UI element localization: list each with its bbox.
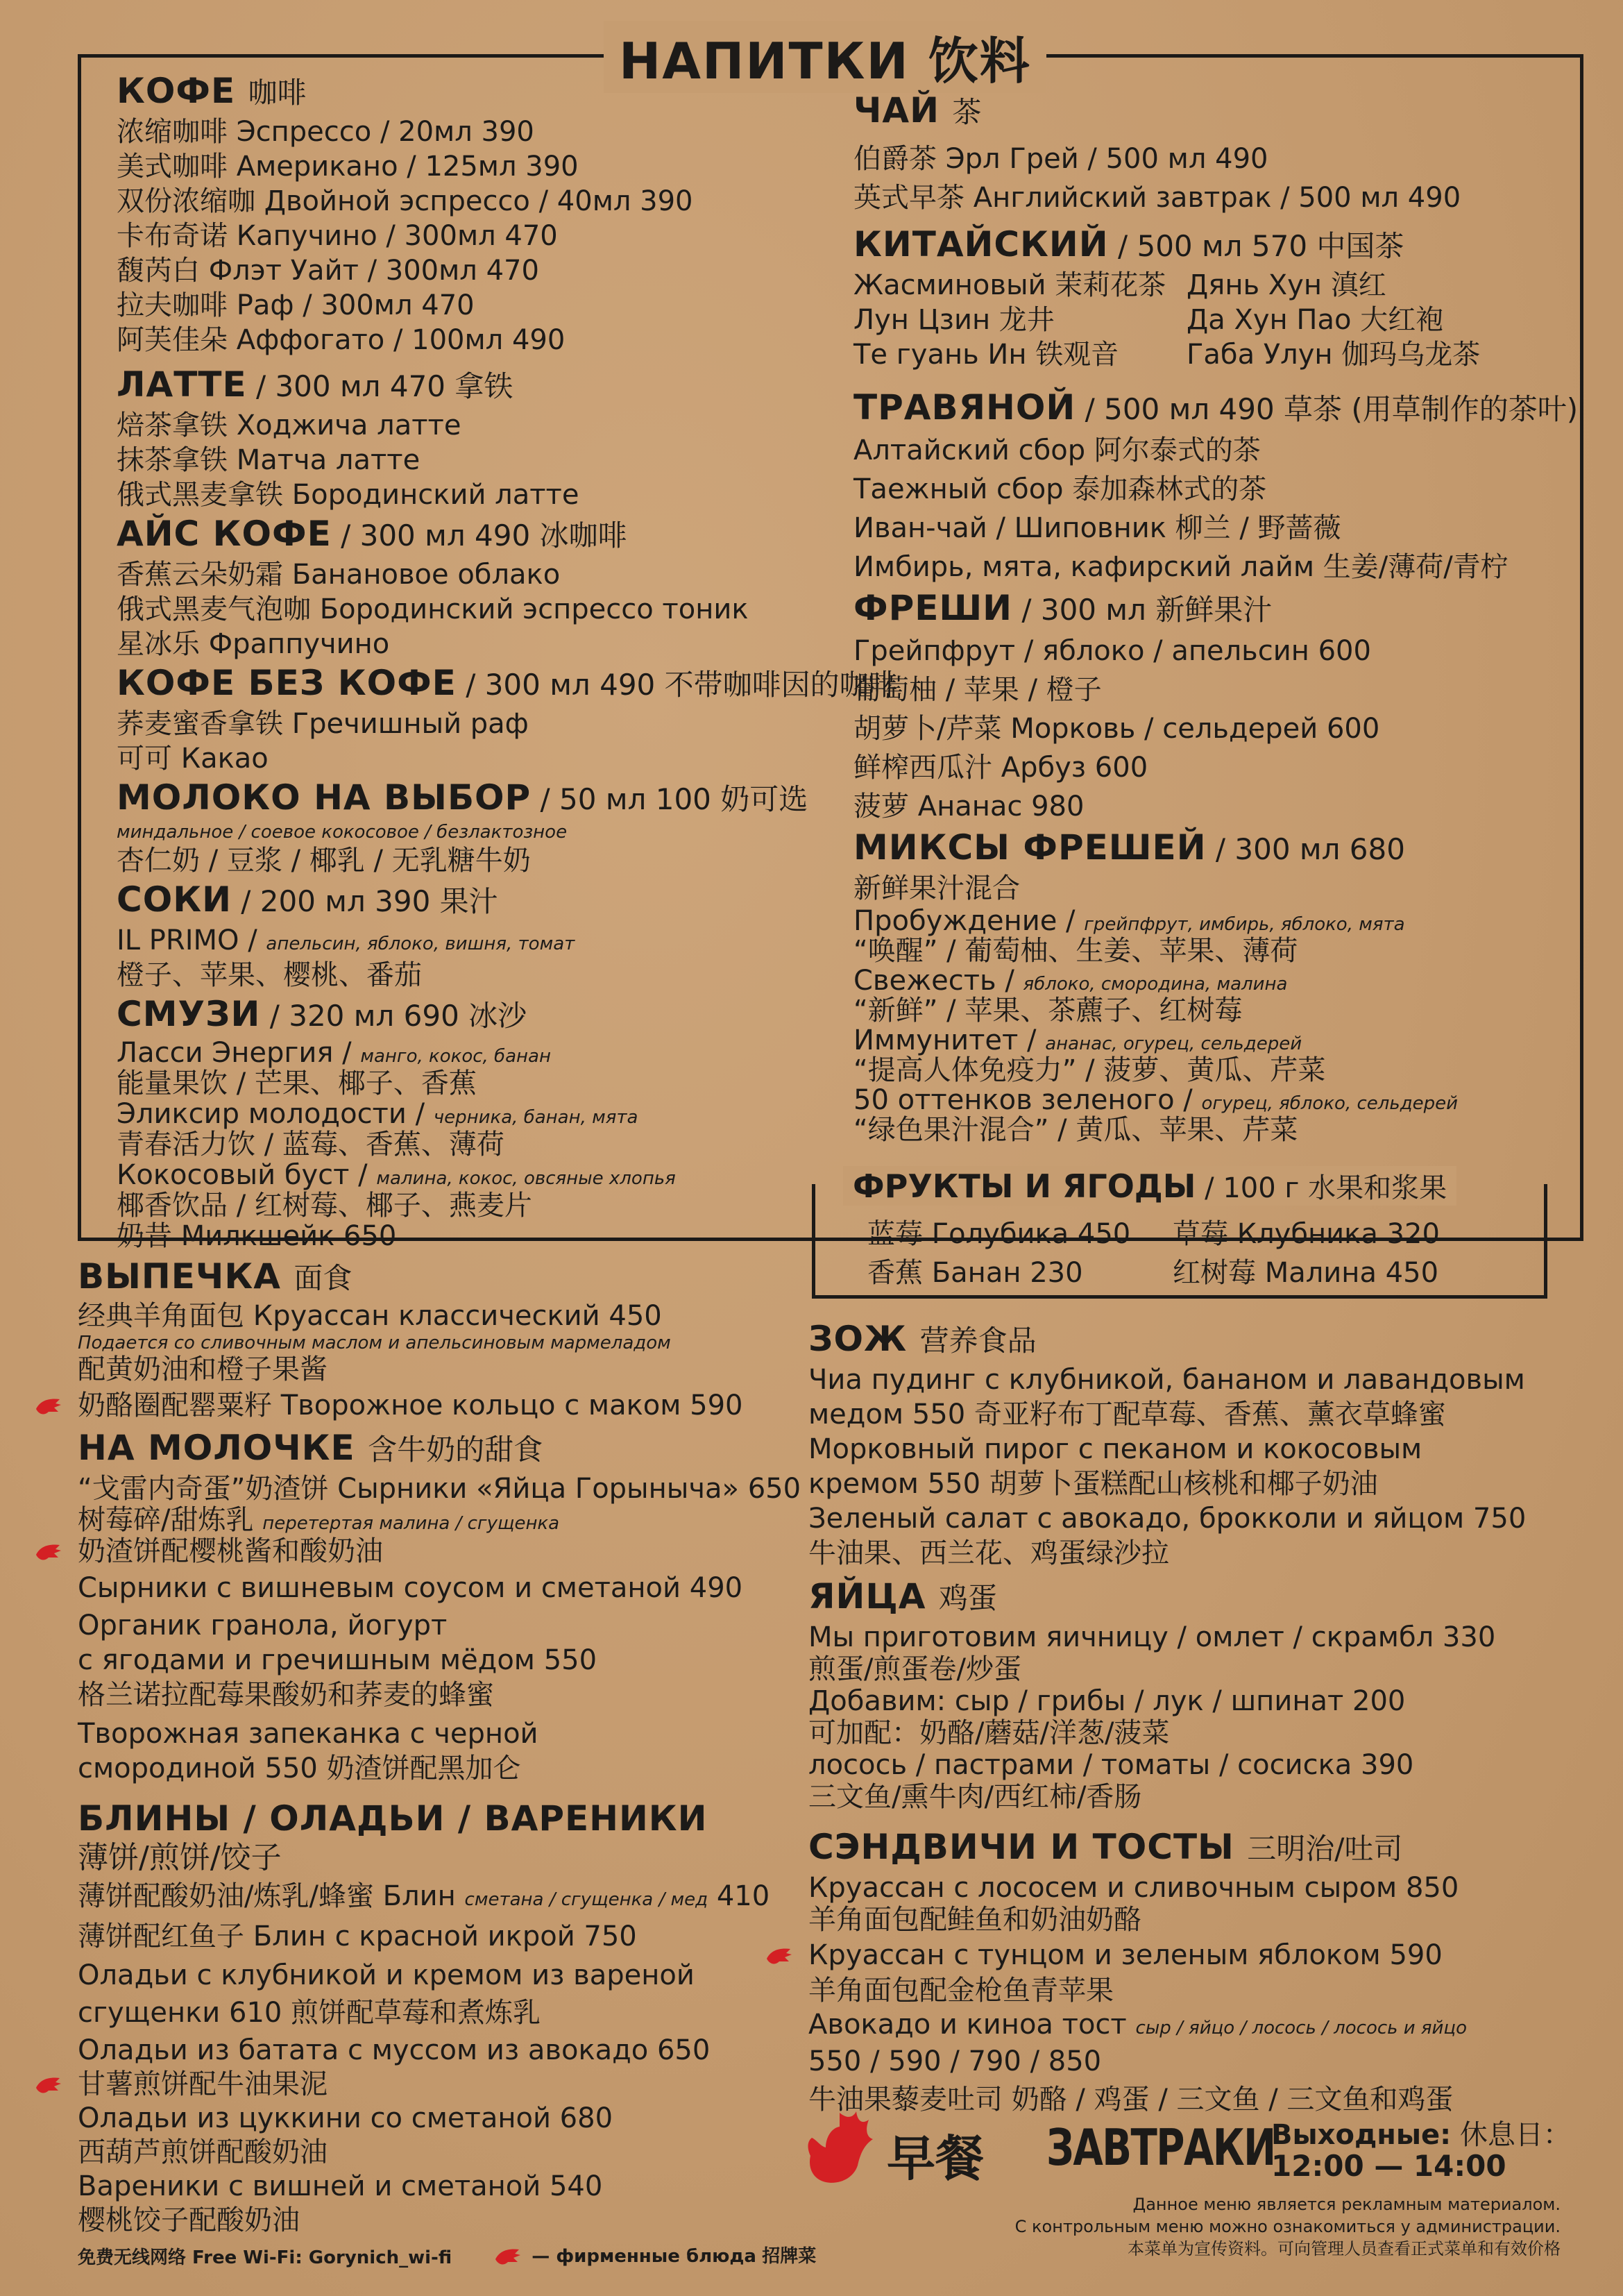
disclaimer-line: 本菜单为宣传资料。可向管理人员查看正式菜单和有效价格	[1128, 2239, 1561, 2259]
menu-item: 卡布奇诺 Капучино / 300мл 470	[117, 220, 558, 252]
menu-item: 美式咖啡 Американо / 125мл 390	[117, 151, 579, 183]
menu-item: 可加配：奶酪/蘑菇/洋葱/菠菜	[808, 1717, 1170, 1749]
blini-heading: БЛИНЫ / ОЛАДЬИ / ВАРЕНИКИ	[78, 1798, 708, 1839]
menu-item: 奶酪圈配罂粟籽 Творожное кольцо с маком 590	[78, 1385, 813, 1426]
menu-item: Сырники с вишневым соусом и сметаной 490	[78, 1572, 743, 1604]
menu-item: 牛油果藜麦吐司 奶酪 / 鸡蛋 / 三文鱼 / 三文鱼和鸡蛋	[808, 2084, 1454, 2116]
menu-item: 阿芙佳朵 Аффогато / 100мл 490	[117, 324, 566, 356]
fruits-list	[867, 1215, 1492, 1292]
fresh-heading: ФРЕШИ / 300 мл 新鲜果汁	[853, 588, 1273, 628]
page-title: НАПИТКИ 饮料	[604, 21, 1046, 93]
dairy-heading: НА МОЛОЧКЕ 含牛奶的甜食	[78, 1428, 543, 1468]
wifi-info: 免费无线网络 Free Wi-Fi: Gorynich_wi-fi	[78, 2247, 452, 2268]
smoothie-heading: СМУЗИ / 320 мл 690 冰沙	[117, 994, 527, 1034]
rooster-icon	[805, 2110, 874, 2186]
menu-item: 薄饼配酸奶油/炼乳/蜂蜜 Блин сметана / сгущенка / мед 410	[78, 1880, 770, 1912]
pastry-heading: ВЫПЕЧКА 面食	[78, 1256, 352, 1297]
signature-dish-marker	[35, 1535, 67, 1568]
menu-item: Добавим: сыр / грибы / лук / шпинат 200	[808, 1685, 1406, 1717]
healthy-heading: ЗОЖ 营养食品	[808, 1319, 1037, 1359]
menu-item: Те гуань Ин 铁观音	[853, 339, 1119, 371]
menu-item: Имбирь, мята, кафирский лайм 生姜/薄荷/青柠	[853, 551, 1509, 583]
menu-item: 馥芮白 Флэт Уайт / 300мл 470	[117, 255, 539, 287]
menu-item: 香蕉 Банан 230	[867, 1257, 1083, 1289]
menu-item: 青春活力饮 / 蓝莓、香蕉、薄荷	[117, 1129, 504, 1160]
menu-item: 草莓 Клубника 320	[1173, 1218, 1440, 1250]
menu-item: 红树莓 Малина 450	[1173, 1257, 1439, 1289]
menu-item: 浓缩咖啡 Эспрессо / 20мл 390	[117, 116, 534, 148]
menu-item: смородиной 550 奶渣饼配黑加仑	[78, 1753, 521, 1784]
menu-item: 西葫芦煎饼配酸奶油	[78, 2136, 328, 2168]
menu-item: 新鲜果汁混合	[853, 872, 1020, 904]
food-left-column	[78, 1255, 813, 2236]
breakfast-hours: 12:00 — 14:00	[1271, 2149, 1506, 2183]
menu-item: 格兰诺拉配莓果酸奶和荞麦的蜂蜜	[78, 1679, 494, 1711]
menu-item: Оладьи из цуккини со сметаной 680	[78, 2102, 613, 2134]
menu-item: Круассан с тунцом и зеленым яблоком 590	[808, 1934, 1579, 1976]
menu-item: “绿色果汁混合” / 黄瓜、苹果、芹菜	[853, 1114, 1298, 1146]
eggs-heading: ЯЙЦА 鸡蛋	[808, 1576, 997, 1617]
fruits-row	[867, 1253, 1492, 1292]
menu-item: Ласси Энергия / манго, кокос, банан	[117, 1037, 551, 1069]
blini-heading-cn: 薄饼/煎饼/饺子	[78, 1840, 282, 1875]
menu-item: 英式早茶 Английский завтрак / 500 мл 490	[853, 182, 1461, 214]
menu-item: 葡萄柚 / 苹果 / 橙子	[853, 674, 1102, 706]
menu-item: 鲜榨西瓜汁 Арбуз 600	[853, 752, 1148, 784]
rooster-icon	[35, 1396, 62, 1417]
menu-item: Оладьи с клубникой и кремом из вареной	[78, 1959, 695, 1991]
tea-heading: ЧАЙ 茶	[853, 90, 982, 130]
menu-item: с ягодами и гречишным мёдом 550	[78, 1644, 597, 1676]
menu-item: 俄式黑麦气泡咖 Бородинский эспрессо тоник	[117, 593, 749, 625]
item-note: миндальное / соевое кокосовое / безлактозное	[117, 822, 568, 843]
latte-heading: ЛАТТЕ / 300 мл 470 拿铁	[117, 364, 513, 405]
menu-item: 薄饼配红鱼子 Блин с красной икрой 750	[78, 1921, 637, 1952]
menu-item: IL PRIMO / апельсин, яблоко, вишня, томат	[117, 925, 575, 956]
menu-item: 橙子、苹果、樱桃、番茄	[117, 959, 422, 991]
fruits-heading: ФРУКТЫ И ЯГОДЫ / 100 г 水果和浆果	[843, 1166, 1456, 1206]
drinks-right-column	[853, 89, 1579, 1146]
menu-item: Да Хун Пао 大红袍	[1187, 304, 1444, 336]
menu-item: 奶渣饼配樱桃酱和酸奶油	[78, 1535, 813, 1568]
menu-item: 椰香饮品 / 红树莓、椰子、燕麦片	[117, 1190, 532, 1222]
fruits-row	[867, 1215, 1492, 1253]
milk-heading: МОЛОКО НА ВЫБОР / 50 мл 100 奶可选	[117, 777, 808, 818]
sandwich-heading: СЭНДВИЧИ И ТОСТЫ 三明治/吐司	[808, 1827, 1403, 1867]
rooster-icon	[494, 2247, 522, 2268]
menu-item: 伯爵茶 Эрл Грей / 500 мл 490	[853, 143, 1268, 175]
menu-item: Органик гранола, йогурт	[78, 1610, 448, 1641]
menu-item: 树莓碎/甜炼乳 перетертая малина / сгущенка	[78, 1504, 560, 1536]
menu-item: Иммунитет / ананас, огурец, сельдерей	[853, 1024, 1302, 1056]
menu-item: “唤醒” / 葡萄柚、生姜、苹果、薄荷	[853, 935, 1298, 967]
menu-item: 杏仁奶 / 豆浆 / 椰乳 / 无乳糖牛奶	[117, 845, 531, 877]
menu-item: 羊角面包配鲑鱼和奶油奶酪	[808, 1904, 1141, 1936]
menu-item: Иван-чай / Шиповник 柳兰 / 野蔷薇	[853, 512, 1341, 544]
menu-item: 煎蛋/煎蛋卷/炒蛋	[808, 1653, 1021, 1685]
coffee-heading: КОФЕ 咖啡	[117, 71, 307, 111]
menu-item: Чиа пудинг с клубникой, бананом и лавандовым	[808, 1364, 1525, 1396]
menu-item: 50 оттенков зеленого / огурец, яблоко, сельдерей	[853, 1084, 1459, 1116]
breakfast-block	[805, 2110, 1571, 2193]
menu-item: кремом 550 胡萝卜蛋糕配山核桃和椰子奶油	[808, 1468, 1378, 1500]
no-coffee-heading: КОФЕ БЕЗ КОФЕ / 300 мл 490 不带咖啡因的咖啡	[117, 663, 898, 703]
weekend-label: Выходные: 休息日：	[1271, 2119, 1571, 2151]
menu-item: 樱桃饺子配酸奶油	[78, 2204, 300, 2236]
menu-item: Габа Улун 伽玛乌龙茶	[1187, 339, 1481, 371]
menu-item: 甘薯煎饼配牛油果泥	[78, 2069, 813, 2100]
breakfast-title: ЗАВТРАКИ	[1046, 2118, 1275, 2177]
chinese-tea-heading: КИТАЙСКИЙ / 500 мл 570 中国茶	[853, 224, 1404, 264]
signature-dish-marker	[35, 1385, 67, 1426]
menu-item: лосось / пастрами / томаты / сосиска 390	[808, 1749, 1414, 1781]
menu-item: Пробуждение / грейпфрут, имбирь, яблоко, мята	[853, 905, 1405, 937]
menu-item: 可可 Какао	[117, 743, 269, 775]
menu-item: Таежный сбор 泰加森林式的茶	[853, 473, 1267, 505]
menu-item: 香蕉云朵奶霜 Банановое облако	[117, 559, 561, 591]
drinks-left-column	[117, 69, 898, 1252]
legend-text-cn: 招牌菜	[762, 2246, 817, 2267]
menu-item: 蓝莓 Голубика 450	[867, 1218, 1131, 1250]
menu-item: 经典羊角面包 Круассан классический 450	[78, 1300, 662, 1332]
menu-item: Эликсир молодости / черника, банан, мята	[117, 1098, 638, 1130]
menu-item: Жасминовый 茉莉花茶	[853, 269, 1166, 301]
menu-item: 双份浓缩咖 Двойной эспрессо / 40мл 390	[117, 185, 693, 217]
signature-legend	[494, 2242, 816, 2268]
juice-heading: СОКИ / 200 мл 390 果汁	[117, 879, 498, 920]
fresh-mix-heading: МИКСЫ ФРЕШЕЙ / 300 мл 680	[853, 827, 1405, 868]
legend-text: — фирменные блюда	[532, 2246, 756, 2267]
menu-item: медом 550 奇亚籽布丁配草莓、香蕉、薰衣草蜂蜜	[808, 1399, 1446, 1430]
menu-item: 550 / 590 / 790 / 850	[808, 2045, 1102, 2077]
menu-item: 俄式黑麦拿铁 Бородинский латте	[117, 479, 579, 511]
menu-item: “新鲜” / 苹果、茶藨子、红树莓	[853, 995, 1243, 1027]
food-right-column	[808, 1317, 1579, 2120]
rooster-icon	[765, 1946, 793, 1967]
chinese-tea-grid	[853, 268, 1561, 372]
menu-item: Грейпфрут / яблоко / апельсин 600	[853, 635, 1371, 667]
menu-item: Алтайский сбор 阿尔泰式的茶	[853, 434, 1261, 466]
menu-item: 焙茶拿铁 Ходжича латте	[117, 410, 461, 441]
disclaimer-line: Данное меню является рекламным материалом.	[1132, 2195, 1561, 2214]
menu-item: 能量果饮 / 芒果、椰子、香蕉	[117, 1067, 477, 1099]
breakfast-cn: 早餐	[887, 2130, 984, 2187]
menu-item: Зеленый салат с авокадо, брокколи и яйцом 750	[808, 1503, 1527, 1535]
menu-item: Морковный пирог с пеканом и кокосовым	[808, 1433, 1422, 1465]
menu-item: Круассан с лососем и сливочным сыром 850	[808, 1872, 1459, 1904]
herbal-tea-heading: ТРАВЯНОЙ / 500 мл 490 草茶 (用草制作的茶叶)	[853, 387, 1579, 428]
menu-item: 配黄奶油和橙子果酱	[78, 1353, 328, 1385]
menu-item: 抹茶拿铁 Матча латте	[117, 444, 420, 476]
menu-item: 奶昔 Милкшейк 650	[117, 1220, 397, 1252]
ice-coffee-heading: АЙС КОФЕ / 300 мл 490 冰咖啡	[117, 514, 627, 554]
disclaimer-line: С контрольным меню можно ознакомиться у администрации.	[1014, 2217, 1561, 2236]
menu-item: “戈雷内奇蛋”奶渣饼 Сырники «Яйца Горыныча» 650	[78, 1473, 801, 1505]
signature-dish-marker	[35, 2069, 67, 2100]
menu-item: сгущенки 610 煎饼配草莓和煮炼乳	[78, 1997, 541, 2029]
menu-item: 拉夫咖啡 Раф / 300мл 470	[117, 289, 475, 321]
menu-item: Творожная запеканка с черной	[78, 1718, 538, 1750]
menu-item: Дянь Хун 滇红	[1187, 269, 1386, 301]
disclaimer	[1015, 2193, 1561, 2260]
menu-item: Мы приготовим яичницу / омлет / скрамбл 330	[808, 1621, 1496, 1653]
menu-item: 胡萝卜/芹菜 Морковь / сельдерей 600	[853, 713, 1380, 745]
menu-item: 牛油果、西兰花、鸡蛋绿沙拉	[808, 1537, 1169, 1569]
rooster-icon	[35, 2075, 62, 2096]
menu-item: 星冰乐 Фраппучино	[117, 628, 390, 660]
rooster-icon	[35, 1542, 62, 1563]
menu-item: Лун Цзин 龙井	[853, 304, 1055, 336]
menu-item: 菠萝 Ананас 980	[853, 791, 1085, 822]
menu-item: Авокадо и киноа тост сыр / яйцо / лосось / лосось и яйцо	[808, 2009, 1468, 2041]
menu-item: 羊角面包配金枪鱼青苹果	[808, 1975, 1114, 2007]
menu-item: Вареники с вишней и сметаной 540	[78, 2170, 603, 2202]
menu-item: Свежесть / яблоко, смородина, малина	[853, 965, 1288, 997]
item-note: Подается со сливочным маслом и апельсиновым мармеладом	[78, 1333, 671, 1353]
menu-item: 荞麦蜜香拿铁 Гречишный раф	[117, 708, 529, 740]
signature-dish-marker	[765, 1934, 797, 1976]
menu-item: “提高人体免疫力” / 菠萝、黄瓜、芹菜	[853, 1054, 1326, 1086]
menu-item: 三文鱼/熏牛肉/西红柿/香肠	[808, 1781, 1142, 1813]
menu-item: Оладьи из батата с муссом из авокадо 650	[78, 2034, 711, 2066]
menu-item: Кокосовый буст / малина, кокос, овсяные хлопья	[117, 1159, 676, 1191]
